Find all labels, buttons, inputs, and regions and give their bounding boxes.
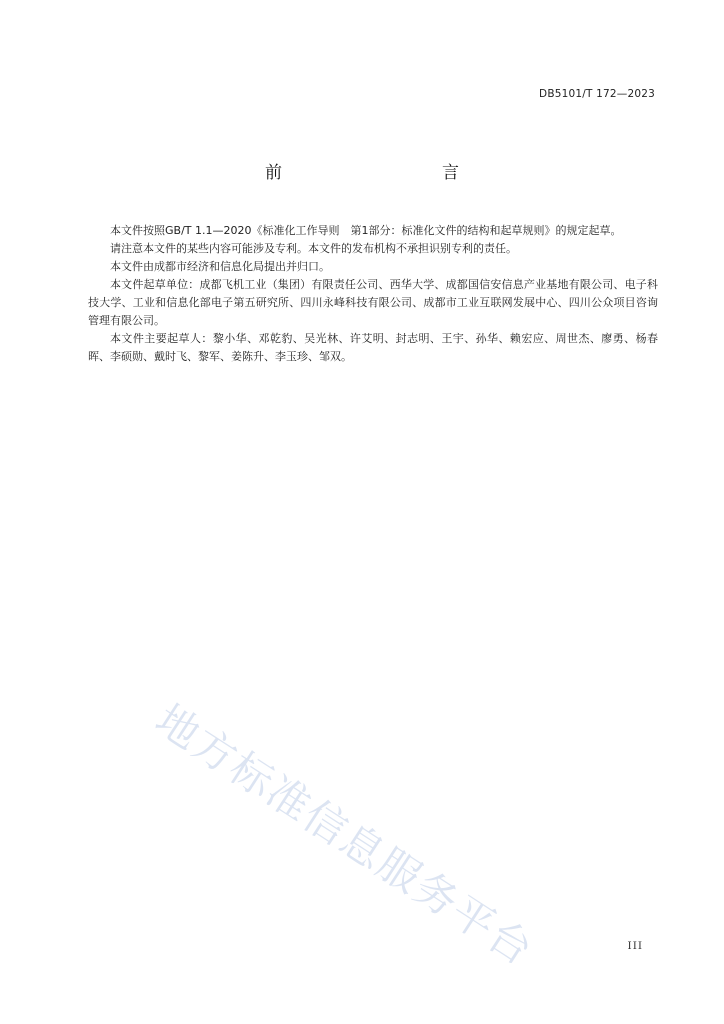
watermark: 地方标准信息服务平台 [146, 694, 543, 976]
paragraph-proposer: 本文件由成都市经济和信息化局提出并归口。 [110, 260, 330, 273]
page-title: 前 言 [265, 163, 501, 183]
foreword-body [88, 222, 658, 366]
paragraph-drafting-standard: 本文件按照GB/T 1.1—2020《标准化工作导则 第1部分：标准化文件的结构和起草规则》的规定起草。 [110, 224, 622, 237]
document-code: DB5101/T 172—2023 [539, 88, 655, 100]
page-number: III [627, 940, 643, 952]
paragraph-patent-notice: 请注意本文件的某些内容可能涉及专利。本文件的发布机构不承担识别专利的责任。 [110, 242, 517, 255]
paragraph-drafters: 本文件主要起草人：黎小华、邓乾豹、吴光林、许艾明、封志明、王宇、孙华、赖宏应、周世杰、廖勇、杨春晖、李硕勋、戴时飞、黎军、姜陈升、李玉珍、邹双。 [88, 332, 658, 363]
paragraph-drafting-units: 本文件起草单位：成都飞机工业（集团）有限责任公司、西华大学、成都国信安信息产业基地有限公司、电子科技大学、工业和信息化部电子第五研究所、四川永峰科技有限公司、成都市工业互联网发展中心、四川公众项目咨询管理有限公司。 [88, 278, 658, 327]
